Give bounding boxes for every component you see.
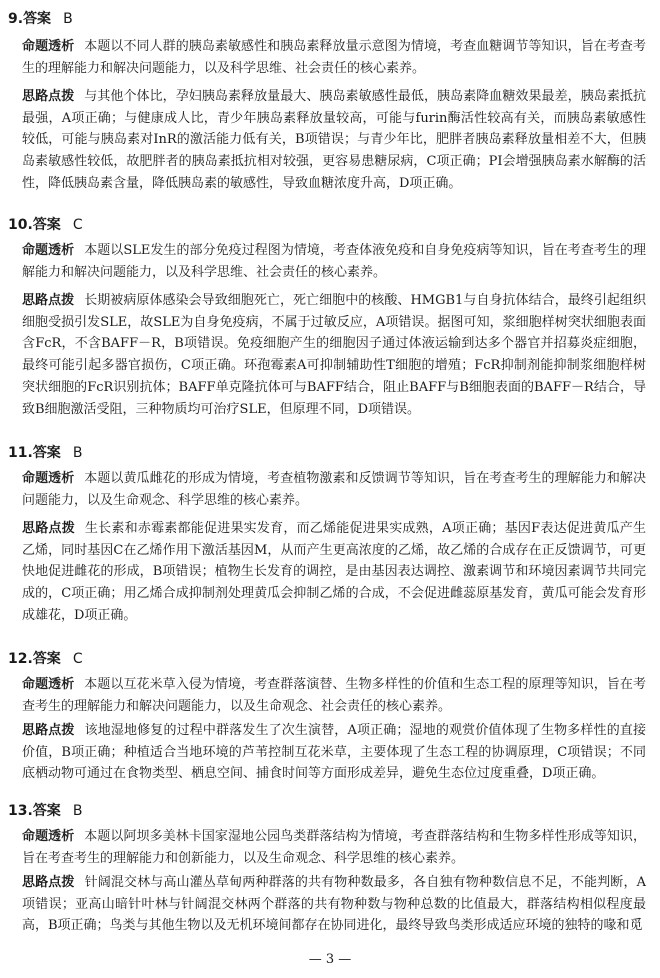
hint-text: 针阔混交林与高山灌丛草甸两种群落的共有物种数最多，各自独有物种数信息不足，不能判断，A项错误；亚高山暗针叶林与针阔混交林两个群落的共有物种数与物种总数的比值最大，群落结构相似程度最高，B项正确；鸟类与其他生物以及无机环境间都存在协同进化，最终导致鸟类形成适应环境的独特的喙和觅 [22,875,646,934]
question-11-analysis [22,468,646,511]
hint-label: 思路点拨 [22,89,75,104]
hint-label: 思路点拨 [22,521,75,536]
analysis-label: 命题透析 [22,677,75,692]
answer-value: C [72,651,83,667]
hint-text: 长期被病原体感染会导致细胞死亡，死亡细胞中的核酸、HMGB1与自身抗体结合，最终引起组织细胞受损引发SLE，故SLE为自身免疫病，不属于过敏反应，A项错误。据图可知，浆细胞样树突状细胞表面含FcR，不含BAFF－R，B项错误。免疫细胞产生的细胞因子通过体液运输到达多个器官并招募炎症细胞，最终可能引起多器官损伤，C项正确。环孢霉素A可抑制辅助性T细胞的增殖；FcR抑制剂能抑制浆细胞样树突状细胞的FcR识别抗体；BAFF单克隆抗体可与BAFF结合，阻止BAFF与B细胞表面的BAFF－R结合，导致B细胞激活受阻，三种物质均可治疗SLE，但原理不同，D项错误。 [22,293,646,417]
question-11-header [8,444,82,462]
hint-text: 与其他个体比，孕妇胰岛素释放量最大、胰岛素敏感性最低，胰岛素降血糖效果最差，胰岛素抵抗最强，A项正确；与健康成人比，青少年胰岛素释放量较高，可能与furin酶活性较高有关，而胰岛素敏感性较低，可能与胰岛素对InR的激活能力低有关，B项错误；与青少年比，肥胖者胰岛素释放量相差不大，但胰岛素敏感性较低，故肥胖者的胰岛素抵抗相对较强，更容易患糖尿病，C项正确；PI会增强胰岛素水解酶的活性，降低胰岛素含量，降低胰岛素的敏感性，导致血糖浓度升高，D项正确。 [22,89,646,191]
answer-label: 答案 [23,11,52,27]
question-number: 13. [8,803,33,819]
answer-value: B [72,803,83,819]
question-13-hint [22,872,646,937]
question-number: 11. [8,445,33,461]
analysis-text: 本题以SLE发生的部分免疫过程图为情境，考查体液免疫和自身免疫病等知识，旨在考查考生的理解能力和解决问题能力，以及科学思维、社会责任的核心素养。 [22,243,646,280]
question-13-header [8,802,82,820]
question-9-hint [22,86,646,195]
answer-value: B [63,11,73,27]
question-13-analysis [22,826,646,869]
answer-value: B [72,445,83,461]
question-11-hint [22,518,646,627]
hint-label: 思路点拨 [22,723,75,738]
question-10-analysis [22,240,646,283]
analysis-text: 本题以不同人群的胰岛素敏感性和胰岛素释放量示意图为情境，考查血糖调节等知识，旨在考查考生的理解能力和解决问题能力，以及科学思维、社会责任的核心素养。 [22,39,646,76]
analysis-text: 本题以黄瓜雌花的形成为情境，考查植物激素和反馈调节等知识，旨在考查考生的理解能力和解决问题能力，以及生命观念、科学思维的核心素养。 [22,471,646,508]
analysis-label: 命题透析 [22,243,75,258]
answer-label: 答案 [32,445,61,461]
hint-label: 思路点拨 [22,875,75,890]
question-number: 12. [8,651,33,667]
page-number: — 3 — [308,952,352,967]
question-9-analysis [22,36,646,79]
question-number: 9. [8,11,24,27]
analysis-label: 命题透析 [22,829,75,844]
analysis-label: 命题透析 [22,471,75,486]
question-number: 10. [8,217,33,233]
answer-label: 答案 [32,651,61,667]
answer-label: 答案 [32,217,61,233]
hint-text: 该地湿地修复的过程中群落发生了次生演替，A项正确；湿地的观赏价值体现了生物多样性的直接价值，B项正确；种植适合当地环境的芦苇控制互花米草，主要体现了生态工程的协调原理，C项错误；不同底栖动物可通过在食物类型、栖息空间、捕食时间等方面形成差异，避免生态位过度重叠，D项正确。 [22,723,646,782]
question-10-header [8,216,83,234]
answer-label: 答案 [32,803,61,819]
analysis-text: 本题以互花米草入侵为情境，考查群落演替、生物多样性的价值和生态工程的原理等知识，旨在考查考生的理解能力和解决问题能力，以及生命观念、社会责任的核心素养。 [22,677,646,714]
analysis-label: 命题透析 [22,39,75,54]
question-10-hint [22,290,646,420]
question-12-analysis [22,674,646,717]
question-12-hint [22,720,646,785]
question-9-header [8,10,73,28]
question-12-header [8,650,83,668]
hint-text: 生长素和赤霉素都能促进果实发育，而乙烯能促进果实成熟，A项正确；基因F表达促进黄瓜产生乙烯，同时基因C在乙烯作用下激活基因M，从而产生更高浓度的乙烯，故乙烯的合成存在正反馈调节，可更快地促进雌花的形成，B项错误；植物生长发育的调控，是由基因表达调控、激素调节和环境因素调节共同完成的，C项正确；用乙烯合成抑制剂处理黄瓜会抑制乙烯的合成，不会促进雌蕊原基发育，黄瓜可能会发育形成雄花，D项正确。 [22,521,646,623]
hint-label: 思路点拨 [22,293,75,308]
analysis-text: 本题以阿坝多美林卡国家湿地公园鸟类群落结构为情境，考查群落结构和生物多样性形成等知识，旨在考查考生的理解能力和创新能力，以及生命观念、科学思维的核心素养。 [22,829,646,866]
answer-value: C [72,217,83,233]
